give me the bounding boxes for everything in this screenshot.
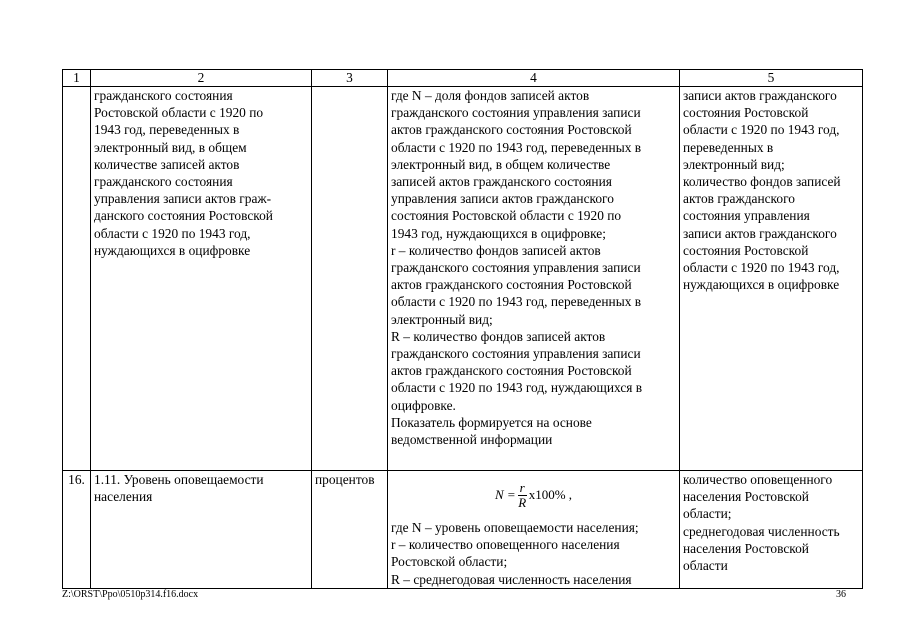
indicator-name-cell — [91, 87, 312, 471]
formula-denominator: R — [518, 494, 527, 510]
formula-fraction — [518, 481, 527, 510]
table-header-row — [63, 70, 863, 87]
text-line: R – количество фондов записей актов — [391, 328, 606, 344]
header-cell: 2 — [91, 70, 312, 87]
text-line: среднегодовая численность — [683, 523, 840, 539]
formula-rhs: x100% , — [528, 487, 573, 503]
calculation-method-cell — [388, 87, 680, 471]
text-lines — [683, 471, 859, 574]
text-line: электронный вид, в общем количестве — [391, 156, 611, 172]
text-line: электронный вид; — [683, 156, 785, 172]
calculation-method-cell — [388, 471, 680, 589]
text-line: Показатель формируется на основе — [391, 414, 592, 430]
text-line: населения Ростовской — [683, 540, 809, 556]
text-lines — [683, 87, 859, 293]
text-line: области с 1920 по 1943 год, переведенных в — [391, 139, 642, 155]
text-line: населения Ростовской — [683, 489, 809, 505]
text-lines — [391, 519, 676, 588]
text-line: управления записи актов граж- — [94, 191, 272, 207]
formula-lhs: N = — [494, 487, 516, 503]
text-line: состояния Ростовской — [683, 105, 809, 121]
table-row — [63, 87, 863, 471]
unit-cell: процентов — [312, 471, 388, 589]
text-line: оцифровке. — [391, 397, 456, 413]
text-line: актов гражданского состояния Ростовской — [391, 277, 632, 293]
text-lines — [94, 87, 308, 259]
text-line: гражданского состояния управления записи — [391, 346, 641, 362]
text-line: r – количество оповещенного населения — [391, 537, 620, 553]
formula-numerator: r — [519, 479, 525, 495]
document-table — [62, 69, 863, 589]
text-line: гражданского состояния — [94, 174, 233, 190]
text-line: ведомственной информации — [391, 432, 553, 448]
text-line: нуждающихся в оцифровке — [94, 242, 251, 258]
text-line: r – количество фондов записей актов — [391, 242, 601, 258]
text-line: актов гражданского состояния Ростовской — [391, 363, 632, 379]
header-cell: 3 — [312, 70, 388, 87]
text-line: количестве записей актов — [94, 156, 240, 172]
header-cell: 4 — [388, 70, 680, 87]
text-line: актов гражданского состояния Ростовской — [391, 122, 632, 138]
text-lines — [94, 471, 308, 505]
text-line: состояния Ростовской — [683, 242, 809, 258]
unit-cell — [312, 87, 388, 471]
text-line: области с 1920 по 1943 год, — [94, 225, 251, 241]
text-line: 1.11. Уровень оповещаемости — [94, 472, 264, 487]
text-line: гражданского состояния — [94, 88, 233, 103]
text-line: Ростовской области; — [391, 554, 508, 570]
formula — [391, 471, 676, 519]
text-line: где N – уровень оповещаемости населения; — [391, 520, 639, 535]
row-number — [63, 87, 91, 471]
text-line: состояния управления — [683, 208, 810, 224]
text-line: гражданского состояния управления записи — [391, 260, 641, 276]
basic-indicators-cell — [680, 471, 863, 589]
text-line: гражданского состояния управления записи — [391, 105, 641, 121]
text-line: управления записи актов гражданского — [391, 191, 614, 207]
text-line: записи актов гражданского — [683, 88, 837, 103]
text-line: области с 1920 по 1943 год, нуждающихся в — [391, 380, 643, 396]
text-line: количество оповещенного — [683, 472, 833, 487]
table-row — [63, 471, 863, 589]
text-line: области — [683, 558, 728, 574]
text-line: населения — [94, 489, 153, 505]
text-line: количество фондов записей — [683, 174, 841, 190]
text-line: 1943 год, нуждающихся в оцифровке; — [391, 225, 606, 241]
row-number: 16. — [63, 471, 91, 589]
text-line: электронный вид; — [391, 311, 493, 327]
header-cell: 1 — [63, 70, 91, 87]
text-line: Ростовской области с 1920 по — [94, 105, 264, 121]
text-line: области с 1920 по 1943 год, — [683, 122, 840, 138]
text-line: электронный вид, в общем — [94, 139, 247, 155]
text-line: записей актов гражданского состояния — [391, 174, 612, 190]
text-line: данского состояния Ростовской — [94, 208, 273, 224]
text-line: области с 1920 по 1943 год, — [683, 260, 840, 276]
text-line: нуждающихся в оцифровке — [683, 277, 840, 293]
text-line: актов гражданского — [683, 191, 795, 207]
footer-file-path: Z:\ORST\Ppo\0510p314.f16.docx — [62, 589, 199, 600]
text-line: где N – доля фондов записей актов — [391, 88, 590, 103]
text-line: переведенных в — [683, 139, 774, 155]
text-line: записи актов гражданского — [683, 225, 837, 241]
text-line: состояния Ростовской области с 1920 по — [391, 208, 622, 224]
text-line: R – среднегодовая численность населения — [391, 571, 632, 587]
text-lines — [391, 87, 676, 448]
header-cell: 5 — [680, 70, 863, 87]
text-line: области; — [683, 506, 732, 522]
basic-indicators-cell — [680, 87, 863, 471]
text-line: 1943 год, переведенных в — [94, 122, 240, 138]
indicator-name-cell — [91, 471, 312, 589]
text-line: области с 1920 по 1943 год, переведенных в — [391, 294, 642, 310]
page-number: 36 — [836, 589, 846, 600]
